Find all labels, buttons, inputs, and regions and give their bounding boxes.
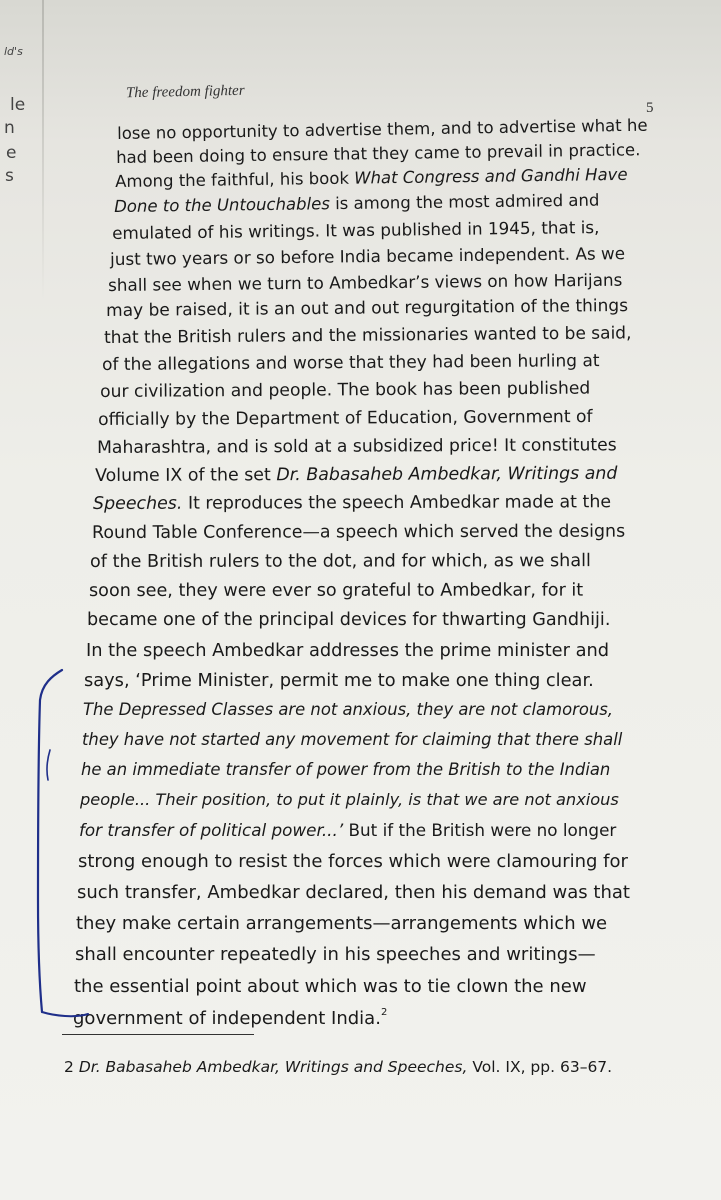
- text-line: In the speech Ambedkar addresses the prime minister and: [86, 640, 610, 661]
- text-line: lose no opportunity to advertise them, and to advertise what he: [117, 115, 648, 143]
- prev-page-fragment: e: [6, 143, 17, 163]
- text-line: The Depressed Classes are not anxious, they are not clamorous,: [83, 700, 613, 719]
- text-line: he an immediate transfer of power from the British to the Indian: [81, 760, 611, 779]
- footnote-rule: [62, 1034, 254, 1035]
- pen-tick-stroke: [47, 750, 50, 780]
- footnote: [64, 1058, 612, 1076]
- prev-page-fragment: s: [5, 166, 14, 186]
- text-line: just two years or so before India became independent. As we: [110, 243, 626, 269]
- text-line: our civilization and people. The book has been published: [100, 378, 591, 402]
- prev-page-fragment: ld's: [4, 45, 23, 58]
- text-line: of the allegations and worse that they had been hurling at: [102, 351, 600, 375]
- text-line: had been doing to ensure that they came to prevail in practice.: [116, 140, 641, 167]
- text-line: strong enough to resist the forces which were clamouring for: [78, 851, 628, 872]
- text-line: that the British rulers and the missionaries wanted to be said,: [104, 323, 632, 348]
- text-line: Maharashtra, and is sold at a subsidized price! It constitutes: [97, 435, 617, 458]
- text-line: of the British rulers to the dot, and for which, as we shall: [90, 551, 591, 572]
- prev-page-fragment: n: [4, 118, 15, 138]
- text-line: says, ‘Prime Minister, permit me to make one thing clear.: [84, 670, 594, 691]
- text-line: they make certain arrangements—arrangements which we: [76, 913, 608, 934]
- pen-bracket-stroke: [38, 670, 62, 1012]
- text-line: such transfer, Ambedkar declared, then his demand was that: [77, 882, 630, 903]
- text-line: Done to the Untouchables is among the most admired and: [114, 190, 600, 216]
- text-line: shall see when we turn to Ambedkar’s views on how Harijans: [108, 269, 623, 295]
- page-gutter-shadow: [42, 0, 44, 300]
- page-number: 5: [646, 100, 654, 116]
- text-line: emulated of his writings. It was published in 1945, that is,: [112, 217, 600, 243]
- footnote-number: 2: [64, 1058, 74, 1076]
- running-head: The freedom fighter: [125, 82, 245, 102]
- text-line: Volume IX of the set Dr. Babasaheb Ambedkar, Writings and: [95, 463, 618, 486]
- prev-page-fragment: le: [10, 95, 26, 115]
- footnote-detail: Vol. IX, pp. 63–67.: [467, 1058, 613, 1076]
- text-line: officially by the Department of Education, Government of: [98, 406, 593, 430]
- text-line: Round Table Conference—a speech which served the designs: [92, 521, 626, 543]
- footnote-title: Dr. Babasaheb Ambedkar, Writings and Speeches,: [78, 1058, 468, 1076]
- text-line: Speeches. It reproduces the speech Ambedkar made at the: [93, 492, 612, 514]
- previous-page-edge: [0, 0, 42, 300]
- text-line: soon see, they were ever so grateful to Ambedkar, for it: [89, 580, 584, 601]
- text-line: they have not started any movement for claiming that there shall: [82, 730, 623, 749]
- text-line: for transfer of political power...’ But if the British were no longer: [79, 820, 617, 840]
- text-line: shall encounter repeatedly in his speeches and writings—: [75, 944, 596, 965]
- text-line: may be raised, it is an out and out regurgitation of the things: [106, 295, 629, 321]
- footnote-reference: 2: [380, 1007, 388, 1018]
- text-line: the essential point about which was to tie clown the new: [74, 976, 587, 997]
- text-line: became one of the principal devices for thwarting Gandhiji.: [87, 610, 611, 630]
- text-line: people... Their position, to put it plainly, is that we are not anxious: [80, 790, 619, 809]
- text-line: government of independent India.$^2$: [73, 1007, 388, 1029]
- text-line: Among the faithful, his book What Congress and Gandhi Have: [115, 164, 628, 191]
